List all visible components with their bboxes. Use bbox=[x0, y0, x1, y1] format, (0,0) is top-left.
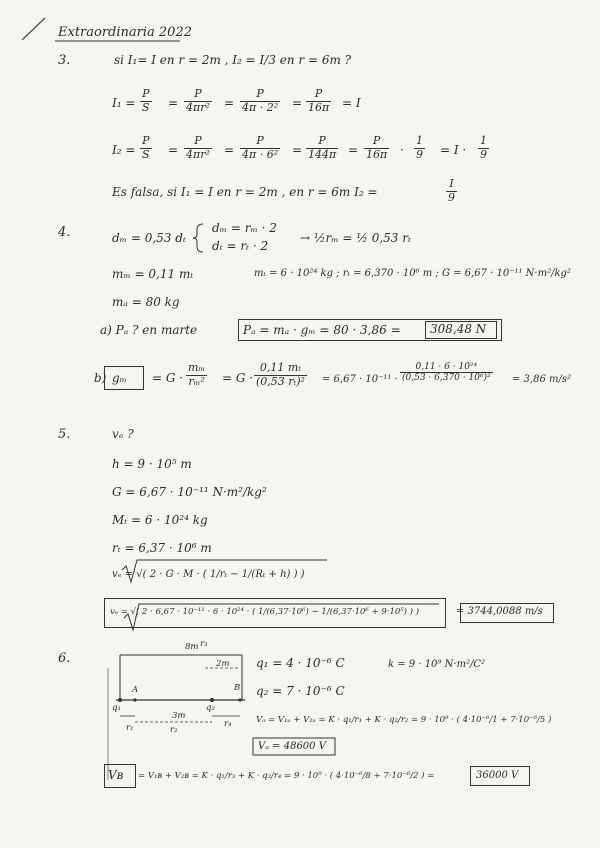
q3-l2-f3: $\frac{P}{\text{4π · 6²}}$ bbox=[242, 134, 279, 161]
q5-r: rₜ = 6,37 · 10⁶ m bbox=[112, 541, 212, 555]
q3-conclusion: Es falsa, si I₁ = I en r = 2m , en r = 6m I₂ = bbox=[112, 185, 378, 199]
corner-mark bbox=[22, 18, 45, 40]
q5-G: G = 6,67 · 10⁻¹¹ N·m²/kg² bbox=[112, 485, 267, 499]
q4-b-result: = 3,86 m/s² bbox=[512, 374, 571, 385]
q6-q2: q₂ = 7 · 10⁻⁶ C bbox=[256, 684, 345, 698]
q6-label-A: A bbox=[132, 685, 139, 695]
q4-a-result: 308,48 N bbox=[430, 322, 487, 336]
page-title: Extraordinaria 2022 bbox=[58, 25, 192, 40]
q6-r3: r₃ bbox=[200, 639, 208, 649]
q3-l2-eq: = bbox=[224, 143, 235, 157]
q6-va-formula: Vₐ = V₁ₐ + V₂ₐ = K · q₁/r₁ + K · q₂/r₂ = 9 · 10⁹ · ( 4·10⁻⁶/1 + 7·10⁻⁶/5 ) bbox=[256, 715, 552, 725]
q6-seg-small: 2m bbox=[216, 659, 230, 669]
q6-vb-formula: = V₁ʙ + V₂ʙ = K · q₁/r₃ + K · q₂/r₄ = 9 · 10⁹ · ( 4·10⁻⁶/8 + 7·10⁻⁶/2 ) = bbox=[138, 771, 435, 781]
q6-number: 6. bbox=[58, 651, 71, 666]
q4-a-label: a) Pₐ ? en marte bbox=[100, 323, 198, 337]
q3-l2-f4: $\frac{P}{144\pi}$ bbox=[308, 134, 337, 161]
q3-l1-eq: = bbox=[168, 96, 179, 110]
q3-l2-f6: $\frac{1}{9}$ bbox=[416, 134, 423, 161]
q3-l2-eq: = bbox=[292, 143, 303, 157]
q3-l2-f5: $\frac{P}{16\pi}$ bbox=[366, 134, 388, 161]
q4-sys1: dₘ = rₘ · 2 bbox=[212, 221, 277, 235]
q4-dm: dₘ = 0,53 dₜ bbox=[112, 231, 186, 245]
q4-a-formula: Pₐ = mₐ · gₘ = 80 · 3,86 = bbox=[243, 323, 401, 337]
q3-l1-end: = I bbox=[342, 96, 361, 110]
system-brace bbox=[193, 224, 203, 252]
q5-ve-formula: vₑ = √( 2 · G · M · ( 1/rₜ − 1/(Rₜ + h) ) ) bbox=[112, 569, 305, 580]
q3-l2-eq: = bbox=[168, 143, 179, 157]
q4-arrow-result: → ½rₘ = ½ 0,53 rₜ bbox=[300, 231, 411, 245]
q3-l2-eq: = I · bbox=[440, 143, 467, 157]
q3-l1-f1: $\frac{P}{S}$ bbox=[142, 87, 150, 114]
q3-l1-f3: $\frac{P}{\text{4π · 2²}}$ bbox=[242, 87, 279, 114]
q6-r2: r₂ bbox=[170, 725, 178, 735]
point-A bbox=[133, 698, 136, 701]
q3-l2-f1: $\frac{P}{S}$ bbox=[142, 134, 150, 161]
q3-conclusion-frac: $\frac{I}{9}$ bbox=[448, 177, 455, 204]
q5-number: 5. bbox=[58, 427, 71, 442]
q6-r1: r₁ bbox=[126, 723, 134, 733]
q4-b-label: b) bbox=[94, 371, 107, 385]
q3-number: 3. bbox=[58, 53, 71, 68]
q3-l2-f7: $\frac{1}{9}$ bbox=[480, 134, 487, 161]
point-B bbox=[238, 698, 241, 701]
q4-sys2: dₜ = rₜ · 2 bbox=[212, 239, 269, 253]
q3-line1-lhs: I₁ = bbox=[112, 96, 136, 110]
q4-b-lhs: gₘ bbox=[112, 371, 128, 385]
q3-l2-dot: · bbox=[400, 143, 404, 157]
q4-givens: mₜ = 6 · 10²⁴ kg ; rₜ = 6,370 · 10⁶ m ; G = 6,67 · 10⁻¹¹ N·m²/kg² bbox=[254, 268, 571, 279]
q6-label-B: B bbox=[234, 683, 241, 693]
q3-l2-f2: $\frac{P}{\text{4πr²}}$ bbox=[186, 134, 210, 161]
q4-b-eq2: = G · bbox=[222, 371, 254, 385]
q6-k: k = 9 · 10⁹ N·m²/C² bbox=[388, 659, 486, 670]
q4-b-eq1: = G · bbox=[152, 371, 184, 385]
q4-b-f2: $\frac{\text{0,11 mₜ}}{\text{(0,53 rₜ)²}}$ bbox=[256, 361, 305, 388]
q5-M: Mₜ = 6 · 10²⁴ kg bbox=[112, 513, 208, 527]
q6-vb-lhs: Vʙ bbox=[108, 768, 124, 782]
q3-line2-lhs: I₂ = bbox=[112, 143, 136, 157]
q5-ask: vₑ ? bbox=[112, 427, 134, 441]
point-q2 bbox=[210, 698, 214, 702]
q3-question: si I₁= I en r = 2m , I₂ = I/3 en r = 6m ? bbox=[114, 53, 352, 67]
q6-dist-top: 8m bbox=[185, 642, 199, 652]
q6-label-q2: q₂ bbox=[206, 703, 215, 713]
q5-ve-sub: vₑ = √( 2 · 6,67 · 10⁻¹¹ · 6 · 10²⁴ · ( 1/(6,37·10⁶) − 1/(6,37·10⁶ + 9·10⁵) ) ) bbox=[110, 607, 420, 617]
q4-number: 4. bbox=[58, 225, 71, 240]
point-q1 bbox=[118, 698, 122, 702]
q4-b-f1: $\frac{\text{mₘ}}{\text{rₘ²}}$ bbox=[188, 361, 206, 388]
q4-ma: mₐ = 80 kg bbox=[112, 295, 180, 309]
q6-va-result: Vₐ = 48600 V bbox=[258, 741, 326, 752]
q6-seg-left: 3m bbox=[172, 711, 186, 721]
q3-l1-f2: $\frac{P}{\text{4πr²}}$ bbox=[186, 87, 210, 114]
q4-b-eq3: = 6,67 · 10⁻¹¹ · bbox=[322, 374, 398, 385]
q6-vb-result: 36000 V bbox=[476, 770, 519, 781]
q3-l2-eq: = bbox=[348, 143, 359, 157]
q3-l1-eq: = bbox=[292, 96, 303, 110]
q6-q1: q₁ = 4 · 10⁻⁶ C bbox=[256, 656, 345, 670]
q5-ve-result: = 3744,0088 m/s bbox=[456, 606, 543, 617]
q6-label-q1: q₁ bbox=[112, 703, 121, 713]
q4-b-f3: $\frac{\text{0,11 · 6 · 10²⁴}}{\text{(0,53 · 6,370 · 10⁶)²}}$ bbox=[402, 362, 491, 384]
q5-h: h = 9 · 10⁵ m bbox=[112, 457, 192, 471]
q4-mm: mₘ = 0,11 mₜ bbox=[112, 267, 194, 281]
q3-l1-f4: $\frac{P}{16\pi}$ bbox=[308, 87, 330, 114]
q3-l1-eq: = bbox=[224, 96, 235, 110]
q6-r4: r₄ bbox=[224, 719, 232, 729]
